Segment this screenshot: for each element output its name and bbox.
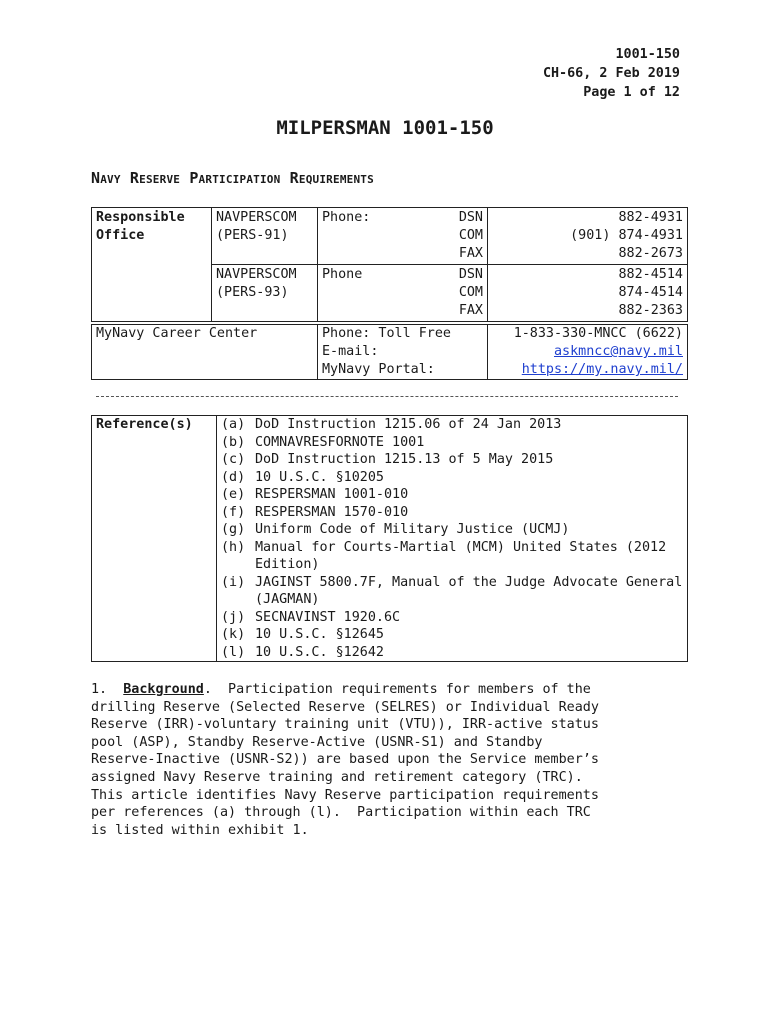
reference-text: 10 U.S.C. §12645	[255, 627, 384, 642]
phone-number: 882-2673	[618, 246, 683, 261]
portal-link[interactable]: https://my.navy.mil/	[521, 362, 683, 377]
reference-letter: (k)	[221, 627, 246, 642]
label-line: Responsible	[96, 210, 185, 225]
reference-item	[221, 609, 683, 627]
reference-letter: (e)	[221, 487, 246, 502]
phone-type: DSN	[458, 210, 483, 225]
reference-letter: (a)	[221, 417, 246, 432]
page-number: Page 1 of 12	[583, 85, 680, 100]
reference-text: 10 U.S.C. §10205	[255, 469, 384, 485]
contact-label: Phone: Toll Free	[322, 326, 451, 341]
reference-text: SECNAVINST 1920.6C	[255, 609, 401, 625]
reference-item	[221, 644, 683, 662]
phone-label: Phone:	[322, 210, 371, 225]
phone-type: COM	[458, 228, 483, 243]
contact-label: MyNavy Portal:	[322, 362, 435, 377]
phone-label-cell	[318, 208, 488, 265]
reference-letter: (c)	[221, 452, 246, 467]
phone-number: 874-4514	[618, 285, 683, 300]
phone-number: 882-4931	[618, 210, 683, 225]
office-name-line: (PERS-91)	[216, 228, 289, 243]
references-table	[91, 415, 688, 662]
reference-letter: (b)	[221, 434, 246, 450]
reference-text: RESPERSMAN 1570-010	[255, 504, 409, 520]
reference-text: Manual for Courts-Martial (MCM) United States (2012 Edition)	[255, 539, 667, 572]
background-text: . Participation requirements for members of the drilling Reserve (Selected Reserve (SELRES) or Individual Ready Reserve (IRR)-voluntary training unit (VTU)), IRR-active status pool (ASP), Standby Reserve-Active (USNR-S1) and Standby Reserve-Inactive (USNR-S2)) are based upon the Service member’s assigned Navy Reserve training and retirement category (TRC). This article identifies Navy Reserve participation requirements per references (a) through (l). Participation within each TRC is listed within exhibit 1.	[91, 682, 599, 838]
reference-item	[221, 486, 683, 504]
reference-text: Uniform Code of Military Justice (UCMJ)	[255, 522, 570, 537]
career-center-labels	[318, 325, 488, 380]
reference-item	[221, 469, 683, 487]
phone-type: FAX	[458, 303, 483, 318]
email-link[interactable]: askmncc@navy.mil	[554, 344, 683, 359]
reference-item	[221, 539, 683, 574]
phone-number: 882-4514	[618, 267, 683, 282]
phone-type: COM	[458, 285, 483, 300]
responsible-office-table	[91, 207, 688, 322]
phone-numbers	[488, 265, 688, 322]
page-header	[543, 45, 680, 102]
background-heading: Background	[123, 682, 204, 697]
contact-label: E-mail:	[322, 344, 379, 359]
phone-numbers	[488, 208, 688, 265]
reference-text: RESPERSMAN 1001-010	[255, 487, 409, 502]
references-label: Reference(s)	[92, 416, 217, 662]
office-row-pers91	[92, 208, 688, 265]
phone-type: DSN	[458, 267, 483, 282]
reference-item	[221, 416, 683, 434]
office-name	[212, 208, 318, 265]
reference-item	[221, 521, 683, 539]
reference-text: COMNAVRESFORNOTE 1001	[255, 434, 425, 450]
reference-letter: (f)	[221, 504, 246, 520]
office-name-line: NAVPERSCOM	[216, 267, 297, 282]
label-line: Office	[96, 228, 145, 243]
reference-letter: (d)	[221, 469, 246, 485]
paragraph-number: 1.	[91, 682, 124, 697]
phone-type: FAX	[458, 246, 483, 261]
reference-letter: (l)	[221, 644, 246, 660]
office-name	[212, 265, 318, 322]
change-date: CH-66, 2 Feb 2019	[542, 66, 680, 81]
reference-text: DoD Instruction 1215.13 of 5 May 2015	[255, 452, 554, 467]
reference-text: JAGINST 5800.7F, Manual of the Judge Advocate General (JAGMAN)	[255, 574, 683, 607]
reference-letter: (i)	[221, 574, 246, 590]
office-name-line: (PERS-93)	[216, 285, 289, 300]
career-center-table	[91, 324, 688, 380]
toll-free-number: 1-833-330-MNCC (6622)	[513, 326, 683, 341]
reference-item	[221, 626, 683, 644]
background-paragraph	[91, 681, 671, 839]
phone-label-cell	[318, 265, 488, 322]
reference-letter: (j)	[221, 609, 246, 625]
reference-item	[221, 574, 683, 609]
doc-number: 1001-150	[615, 47, 680, 62]
reference-item	[221, 434, 683, 452]
phone-number: 882-2363	[618, 303, 683, 318]
career-center-values	[488, 325, 688, 380]
responsible-office-label	[92, 208, 212, 322]
reference-item	[221, 504, 683, 522]
section-title: Navy Reserve Participation Requirements	[91, 169, 374, 187]
reference-item	[221, 451, 683, 469]
document-title: MILPERSMAN 1001-150	[276, 117, 494, 139]
reference-letter: (h)	[221, 539, 246, 555]
phone-number: (901) 874-4931	[570, 228, 683, 243]
phone-label: Phone	[322, 267, 363, 282]
career-center-name: MyNavy Career Center	[92, 325, 318, 380]
reference-text: DoD Instruction 1215.06 of 24 Jan 2013	[255, 417, 562, 432]
reference-text: 10 U.S.C. §12642	[255, 644, 384, 660]
divider	[96, 396, 678, 397]
office-name-line: NAVPERSCOM	[216, 210, 297, 225]
reference-letter: (g)	[221, 522, 246, 537]
references-list	[217, 416, 688, 662]
